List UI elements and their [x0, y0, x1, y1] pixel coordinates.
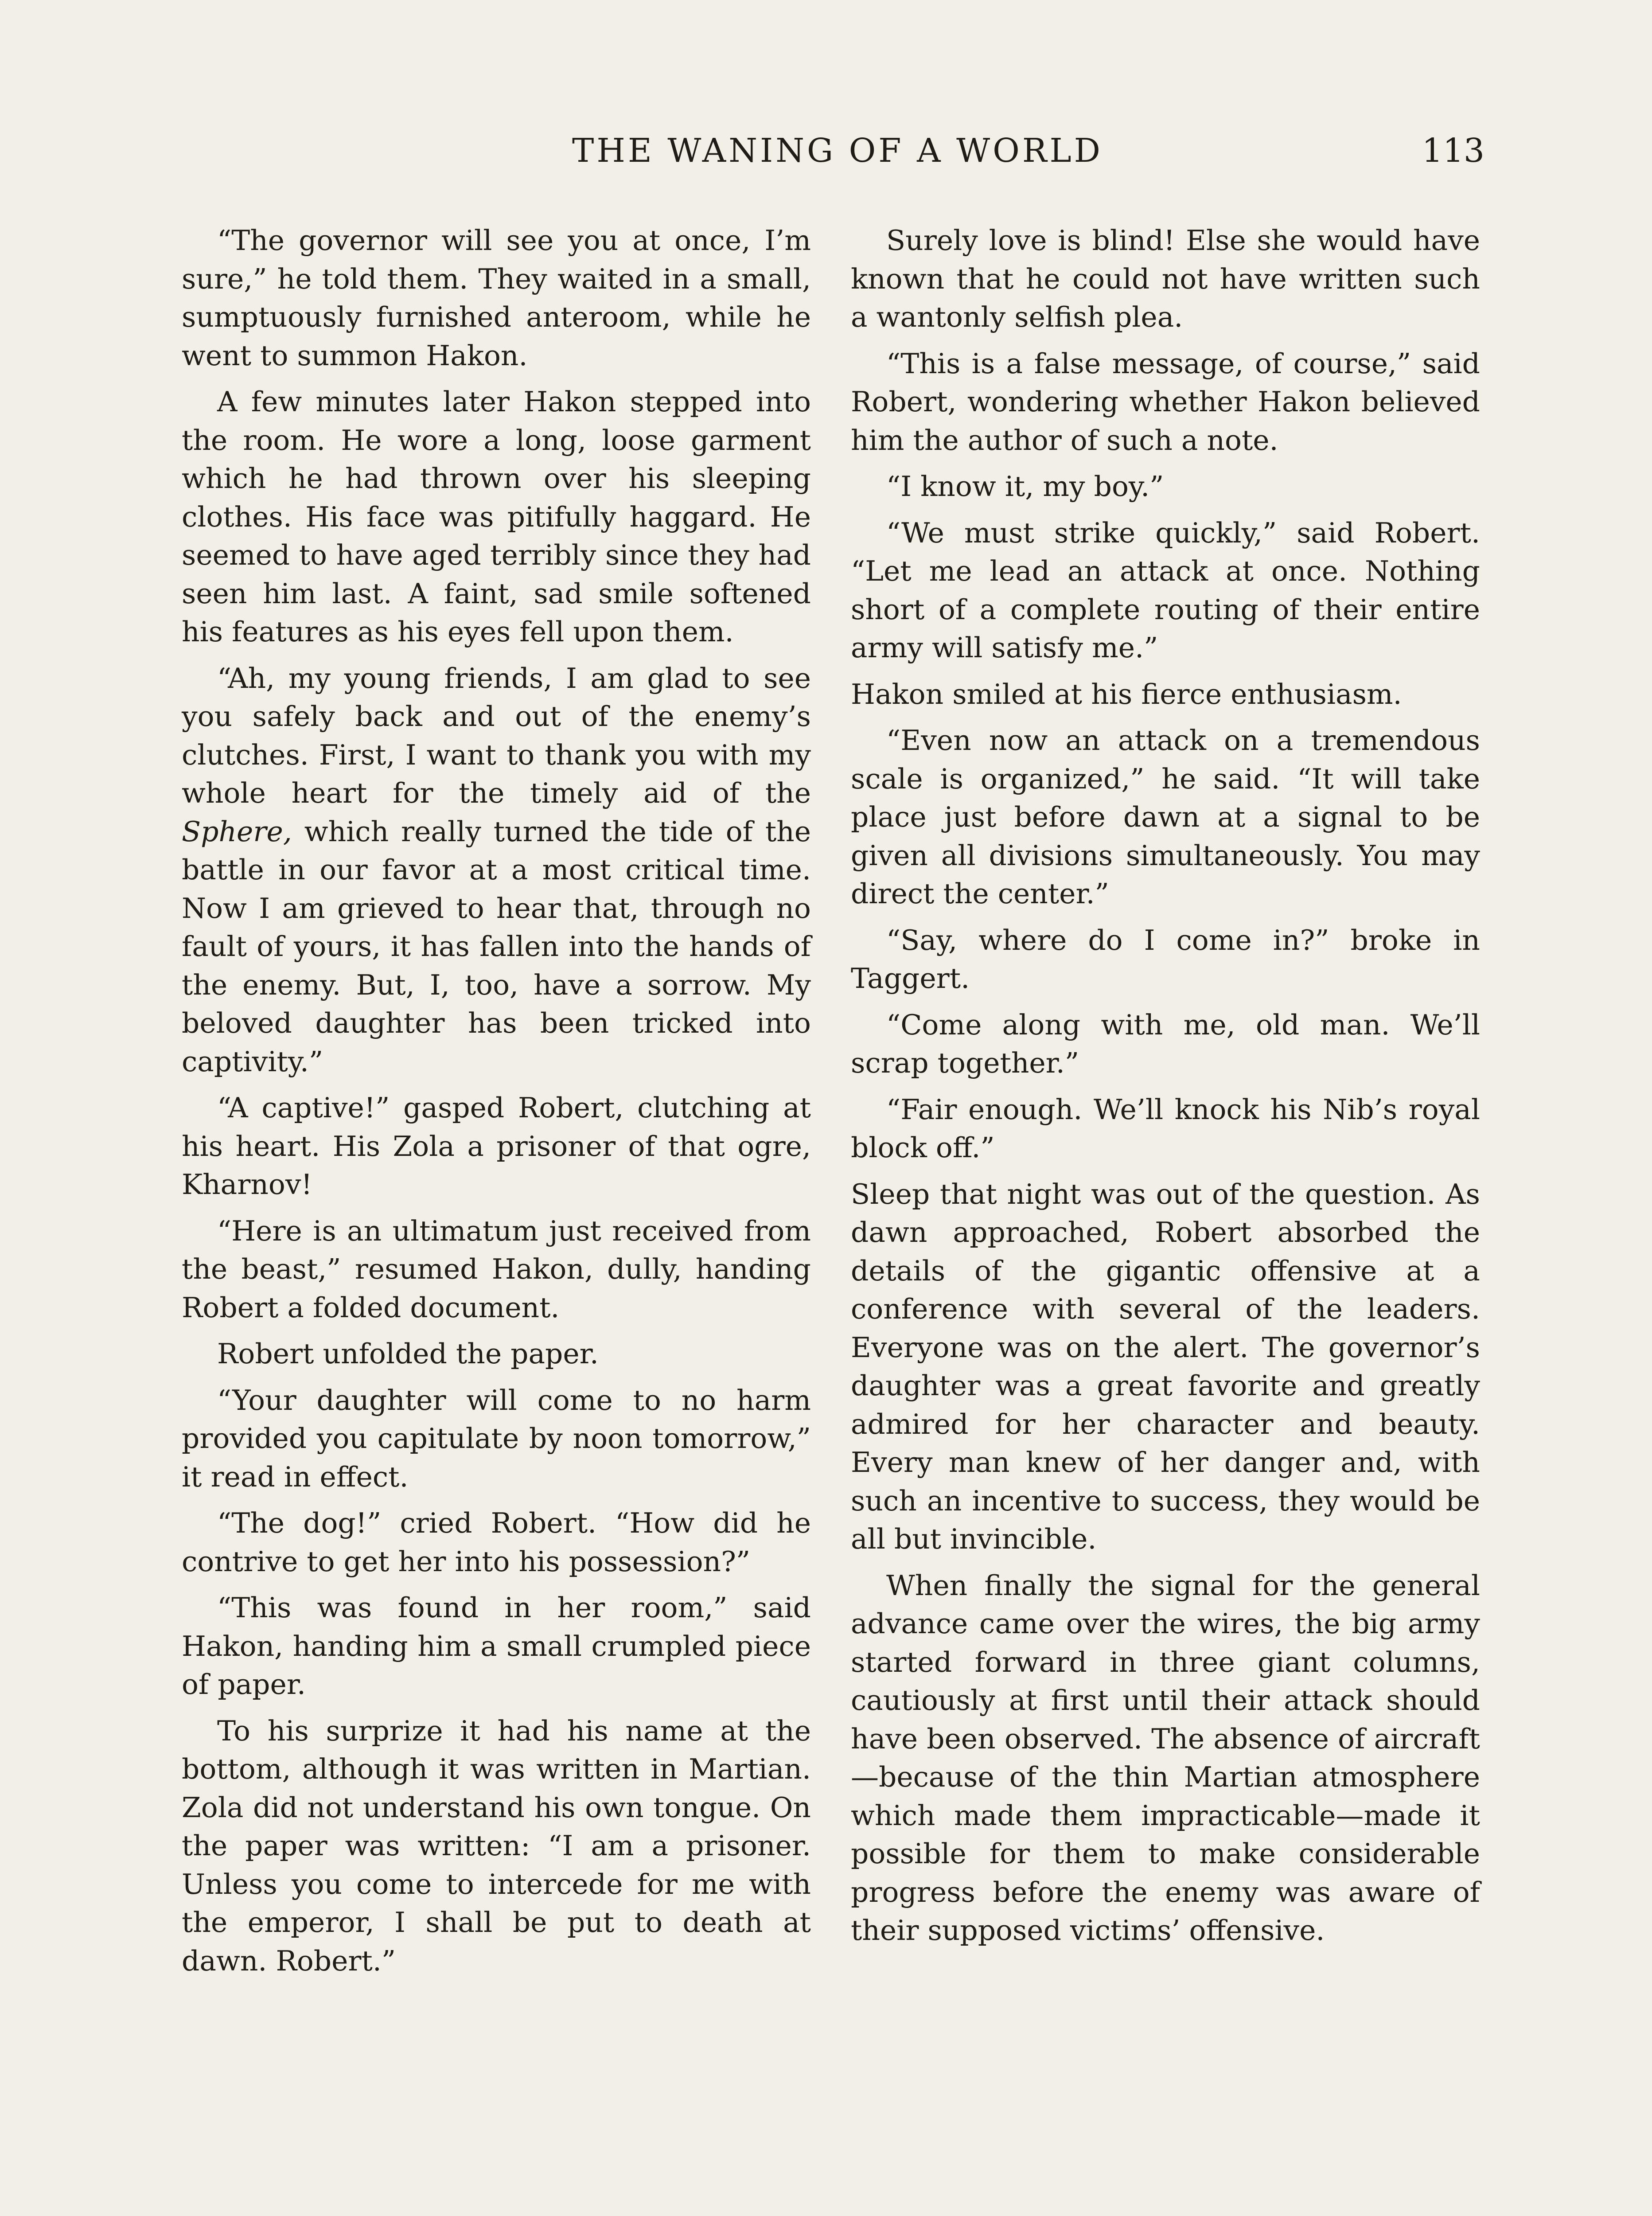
- paragraph: Robert unfolded the paper.: [217, 1338, 599, 1370]
- running-title: THE WANING OF A WORLD: [572, 132, 1103, 170]
- paragraph: “Say, where do I come in?” broke in Taggert.: [851, 924, 1480, 995]
- paragraph: “This is a false message, of course,” said Robert, wondering whether Hakon believed him the author of such a note.: [851, 347, 1480, 456]
- page-header: [191, 124, 1484, 177]
- paragraph-text: “Ah, my young friends, I am glad to see you safely back and out of the enemy’s clutches. First, I want to thank you with my whole heart for the timely aid of the: [182, 662, 811, 809]
- paragraph: When finally the signal for the general advance came over the wires, the big army started forward in three giant columns, cautiously at first until their attack should have been observed. The absence of aircraft—because of the thin Martian atmosphere which made them impracticable—made it possible for them to make considerable progress before the enemy was aware of their supposed victims’ offensive.: [851, 1569, 1480, 1947]
- paragraph: [182, 659, 811, 1081]
- paragraph: Sleep that night was out of the question. As dawn approached, Robert absorbed the details of the gigantic offensive at a conference with several of the leaders. Everyone was on the alert. The governor’s daughter was a great favorite and greatly admired for her character and beauty. Every man knew of her danger and, with such an incentive to success, they would be all but invincible.: [851, 1178, 1480, 1555]
- paragraph: “Even now an attack on a tremendous scale is organized,” he said. “It will take place just before dawn at a signal to be given all divisions simultaneously. You may direct the center.”: [851, 724, 1480, 910]
- paragraph: “Your daughter will come to no harm provided you capitulate by noon tomorrow,” it read in effect.: [182, 1384, 811, 1493]
- paragraph: Surely love is blind! Else she would have known that he could not have written such a wantonly selfish plea.: [851, 224, 1480, 333]
- paragraph: “The governor will see you at once, I’m sure,” he told them. They waited in a small, sumptuously furnished anteroom, while he went to summon Hakon.: [182, 224, 811, 372]
- paragraph: “Here is an ultimatum just received from the beast,” resumed Hakon, dully, handing Robert a folded document.: [182, 1214, 811, 1324]
- paragraph: Hakon smiled at his fierce enthusiasm.: [851, 678, 1402, 710]
- paragraph: “Fair enough. We’ll knock his Nib’s royal block off.”: [851, 1093, 1480, 1164]
- paragraph: “We must strike quickly,” said Robert. “Let me lead an attack at once. Nothing short of a complete routing of their entire army will satisfy me.”: [851, 516, 1480, 664]
- left-column: [182, 222, 811, 1988]
- right-column: [851, 222, 1480, 1958]
- paragraph: To his surprize it had his name at the bottom, although it was written in Martian. Zola did not understand his own tongue. On the paper was written: “I am a prisoner. Unless you come to intercede for me with the emperor, I shall be put to death at dawn. Robert.”: [182, 1714, 811, 1977]
- paragraph: “I know it, my boy.”: [886, 470, 1164, 503]
- paragraph: “Come along with me, old man. We’ll scrap together.”: [851, 1008, 1480, 1079]
- page-number: 113: [1422, 132, 1484, 170]
- paragraph: A few minutes later Hakon stepped into the room. He wore a long, loose garment which he had thrown over his sleeping clothes. His face was pitifully haggard. He seemed to have aged terribly since they had seen him last. A faint, sad smile softened his features as his eyes fell upon them.: [182, 386, 811, 648]
- paragraph-text: which really turned the tide of the battle in our favor at a most critical time. Now I am grieved to hear that, through no fault of yours, it has fallen into the hands of the enemy. But, I, too, have a sorrow. My beloved daughter has been tricked into captivity.”: [182, 815, 811, 1078]
- italic-ship-name: Sphere,: [182, 815, 292, 848]
- paragraph: “A captive!” gasped Robert, clutching at his heart. His Zola a prisoner of that ogre, Kharnov!: [182, 1092, 811, 1201]
- paragraph: “This was found in her room,” said Hakon, handing him a small crumpled piece of paper.: [182, 1592, 811, 1701]
- paragraph: “The dog!” cried Robert. “How did he contrive to get her into his possession?”: [182, 1507, 811, 1578]
